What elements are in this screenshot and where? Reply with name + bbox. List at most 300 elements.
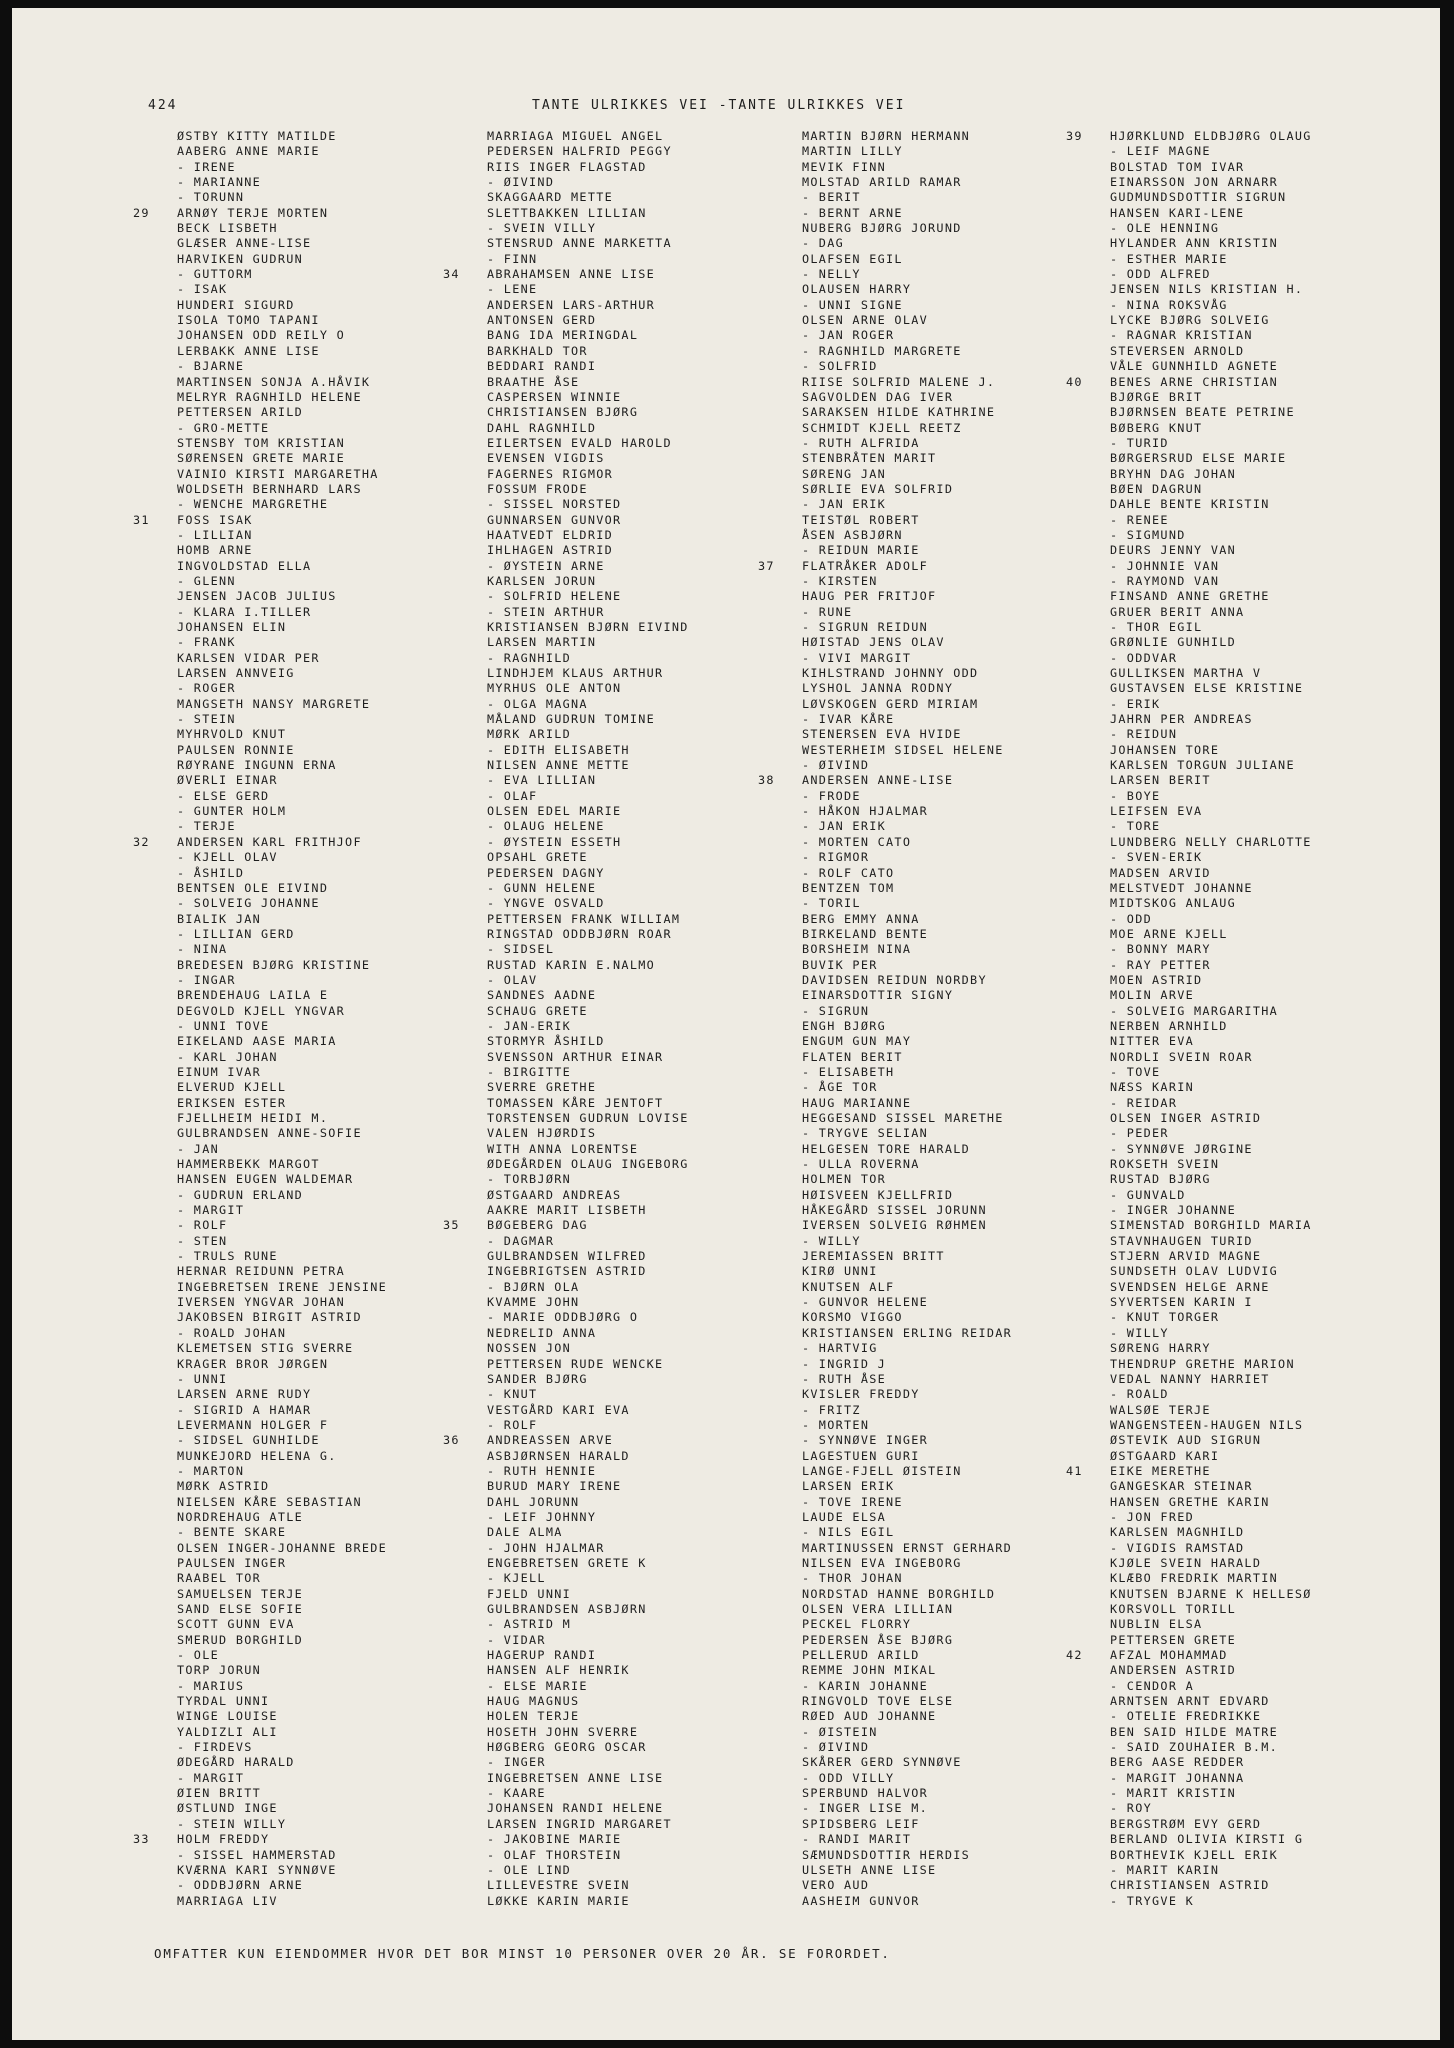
resident-line (802, 1357, 1012, 1372)
resident-name: MADSEN ARVID (1110, 865, 1211, 880)
resident-line (1110, 282, 1312, 297)
resident-line (802, 620, 1012, 635)
resident-name: PEDERSEN DAGNY (487, 865, 605, 880)
resident-line (487, 850, 689, 865)
resident-line (1110, 773, 1312, 788)
resident-line (802, 1602, 1012, 1617)
resident-line (177, 804, 387, 819)
resident-line (487, 789, 689, 804)
resident-line (802, 144, 1012, 159)
resident-line (1110, 1188, 1312, 1203)
household-member-name: - SVEN-ERIK (1110, 850, 1203, 865)
resident-name: MOLSTAD ARILD RAMAR (802, 175, 962, 190)
resident-line (1110, 1433, 1312, 1448)
resident-name: STORMYR ÅSHILD (487, 1034, 605, 1049)
resident-name: GULBRANDSEN ANNE-SOFIE (177, 1126, 362, 1141)
resident-name: HOMB ARNE (177, 543, 253, 558)
resident-line (1110, 160, 1312, 175)
resident-line (487, 1709, 689, 1724)
resident-name: CHRISTIANSEN BJØRG (487, 405, 639, 420)
resident-line (802, 1249, 1012, 1264)
resident-line (802, 1479, 1012, 1494)
resident-line (487, 1863, 689, 1878)
resident-name: BERGSTRØM EVY GERD (1110, 1816, 1262, 1831)
household-member-name: - ELSE MARIE (487, 1678, 588, 1693)
resident-name: KIHLSTRAND JOHNNY ODD (802, 666, 979, 681)
resident-line (487, 697, 689, 712)
resident-line (802, 1203, 1012, 1218)
household-member-name: - KNUT (487, 1387, 538, 1402)
resident-name: JOHANSEN ELIN (177, 620, 287, 634)
resident-line (133, 205, 387, 221)
resident-line (177, 1556, 387, 1571)
resident-line (802, 988, 1012, 1003)
resident-line (177, 1280, 387, 1295)
household-member-name: - SVEIN VILLY (487, 221, 597, 236)
resident-line (1110, 927, 1312, 942)
resident-line (177, 528, 387, 543)
resident-line (177, 727, 387, 742)
resident-name: LYSHOL JANNA RODNY (802, 681, 954, 696)
resident-name: GRØNLIE GUNHILD (1110, 635, 1237, 650)
resident-line (487, 1234, 689, 1249)
resident-line (1110, 1357, 1312, 1372)
resident-line (487, 1786, 689, 1801)
household-member-name: - ODD (1110, 911, 1153, 926)
resident-line (177, 190, 387, 205)
resident-line (177, 1617, 387, 1632)
resident-line (177, 467, 387, 482)
resident-name: JAHRN PER ANDREAS (1110, 712, 1253, 727)
resident-line (177, 620, 387, 635)
resident-line (487, 1310, 689, 1325)
resident-line (177, 390, 387, 405)
resident-line (1110, 1786, 1312, 1801)
resident-line (802, 758, 1012, 773)
resident-line (1110, 1341, 1312, 1356)
resident-name: PAULSEN INGER (177, 1555, 287, 1570)
resident-line (1110, 1111, 1312, 1126)
resident-name: LERBAKK ANNE LISE (177, 343, 320, 358)
resident-line (487, 421, 689, 436)
resident-line (177, 1295, 387, 1310)
resident-name: MYHRVOLD KNUT (177, 727, 287, 742)
resident-name: PETTERSEN FRANK WILLIAM (487, 911, 681, 926)
household-member-name: - JAN ERIK (802, 819, 887, 834)
resident-name: OLSEN VERA LILLIAN (802, 1602, 954, 1616)
resident-name: MARTIN LILLY (802, 144, 903, 159)
resident-line (487, 1571, 689, 1586)
resident-line (802, 1111, 1012, 1126)
resident-name: BENTZEN TOM (802, 880, 895, 895)
household-member-name: - MARGIT (177, 1203, 245, 1218)
resident-line (1110, 697, 1312, 712)
resident-line (487, 804, 689, 819)
resident-line (177, 252, 387, 267)
household-member-name: - ØYSTEIN ESSETH (487, 834, 622, 849)
household-member-name: - INGER JOHANNE (1110, 1203, 1237, 1218)
resident-name: KARLSEN TORGUN JULIANE (1110, 758, 1295, 773)
household-member-name: - RAY PETTER (1110, 957, 1211, 972)
resident-name: ISOLA TOMO TAPANI (177, 313, 320, 328)
resident-name: SØRENG JAN (802, 466, 887, 481)
resident-line (802, 574, 1012, 589)
resident-name: FJELLHEIM HEIDI M. (177, 1111, 329, 1125)
resident-line (133, 1832, 387, 1847)
resident-line (802, 451, 1012, 466)
resident-line (1110, 144, 1312, 159)
resident-line (487, 528, 689, 543)
resident-name: MOLIN ARVE (1110, 988, 1195, 1003)
resident-line (802, 1648, 1012, 1663)
resident-name: DALE ALMA (487, 1525, 563, 1540)
resident-name: BENES ARNE CHRISTIAN (1110, 374, 1279, 389)
resident-line (487, 129, 689, 144)
resident-name: BENTSEN OLE EIVIND (177, 880, 329, 895)
resident-line (487, 467, 689, 482)
household-member-name: - TORE (1110, 819, 1161, 834)
resident-line (177, 175, 387, 190)
resident-line (177, 666, 387, 681)
resident-line (1110, 436, 1312, 451)
resident-line (487, 1848, 689, 1863)
household-member-name: - HÅKON HJALMAR (802, 804, 929, 819)
resident-name: SVERRE GRETHE (487, 1080, 597, 1095)
resident-line (802, 1295, 1012, 1310)
resident-line (1110, 1264, 1312, 1279)
resident-line (177, 359, 387, 374)
resident-line (487, 866, 689, 881)
resident-line (487, 1587, 689, 1602)
resident-line (1110, 1663, 1312, 1678)
resident-line (443, 1218, 689, 1233)
resident-name: BERG EMMY ANNA (802, 911, 920, 926)
household-member-name: - INGRID J (802, 1356, 887, 1371)
household-member-name: - JOHN HJALMAR (487, 1540, 605, 1555)
resident-line (177, 1694, 387, 1709)
resident-name: STENSRUD ANNE MARKETTA (487, 236, 672, 251)
resident-name: MOE ARNE KJELL (1110, 926, 1228, 941)
resident-line (177, 1571, 387, 1586)
resident-line (1110, 1403, 1312, 1418)
resident-name: NILSEN ANNE METTE (487, 758, 630, 773)
resident-line (1110, 451, 1312, 466)
household-member-name: - STEIN ARTHUR (487, 604, 605, 619)
resident-name: SVENDSEN HELGE ARNE (1110, 1279, 1270, 1294)
resident-line (1110, 1310, 1312, 1325)
resident-line (1110, 789, 1312, 804)
resident-line (1110, 482, 1312, 497)
resident-name: VERO AUD (802, 1878, 870, 1893)
resident-line (1110, 666, 1312, 681)
resident-line (487, 973, 689, 988)
resident-name: IVERSEN SOLVEIG RØHMEN (802, 1218, 987, 1233)
resident-name: PAULSEN RONNIE (177, 742, 295, 757)
resident-line (487, 589, 689, 604)
resident-line (177, 1372, 387, 1387)
resident-name: FOSS ISAK (177, 512, 253, 527)
resident-line (1110, 1096, 1312, 1111)
household-member-name: - ODDBJØRN ARNE (177, 1878, 304, 1893)
household-member-name: - GUDRUN ERLAND (177, 1187, 304, 1202)
household-member-name: - SYNNØVE INGER (802, 1433, 929, 1448)
resident-line (177, 743, 387, 758)
resident-line (1110, 1019, 1312, 1034)
resident-line (1110, 1065, 1312, 1080)
resident-name: PETTERSEN ARILD (177, 405, 304, 420)
resident-line (1110, 681, 1312, 696)
house-number: 42 (1066, 1648, 1083, 1663)
resident-line (487, 1096, 689, 1111)
resident-name: NUBLIN ELSA (1110, 1617, 1203, 1632)
resident-line (1110, 819, 1312, 834)
household-member-name: - PEDER (1110, 1126, 1169, 1141)
household-member-name: - SOLVEIG MARGARITHA (1110, 1003, 1279, 1018)
household-member-name: - INGER LISE M. (802, 1801, 929, 1816)
resident-line (802, 421, 1012, 436)
resident-line (802, 1863, 1012, 1878)
resident-line (802, 866, 1012, 881)
resident-line (802, 1264, 1012, 1279)
resident-line (1110, 405, 1312, 420)
resident-line (1110, 390, 1312, 405)
resident-name: BERG AASE REDDER (1110, 1755, 1245, 1770)
household-member-name: - TORBJØRN (487, 1172, 572, 1187)
resident-name: SIMENSTAD BORGHILD MARIA (1110, 1218, 1312, 1233)
resident-name: JOHANSEN TORE (1110, 742, 1220, 757)
resident-name: IHLHAGEN ASTRID (487, 543, 614, 558)
resident-line (802, 497, 1012, 512)
resident-line (177, 1310, 387, 1325)
resident-name: ANDERSEN ASTRID (1110, 1663, 1237, 1678)
resident-line (487, 881, 689, 896)
resident-line (802, 1817, 1012, 1832)
resident-line (802, 405, 1012, 420)
resident-name: KLEMETSEN STIG SVERRE (177, 1341, 354, 1356)
resident-line (802, 1449, 1012, 1464)
resident-line (487, 482, 689, 497)
resident-line (177, 1771, 387, 1786)
resident-line (1066, 129, 1312, 144)
resident-line (1110, 1449, 1312, 1464)
resident-line (177, 497, 387, 512)
resident-line (487, 513, 689, 528)
resident-line (177, 451, 387, 466)
resident-line (487, 1617, 689, 1632)
resident-line (1110, 1894, 1312, 1909)
resident-line (487, 1771, 689, 1786)
resident-line (487, 635, 689, 650)
resident-line (1110, 574, 1312, 589)
household-member-name: - THOR EGIL (1110, 620, 1203, 634)
resident-line (802, 236, 1012, 251)
resident-name: SKÅRER GERD SYNNØVE (802, 1755, 962, 1770)
resident-name: ARNTSEN ARNT EDVARD (1110, 1694, 1270, 1709)
resident-line (487, 1280, 689, 1295)
resident-line (1110, 651, 1312, 666)
resident-line (802, 543, 1012, 558)
household-member-name: - MARIUS (177, 1678, 245, 1693)
resident-line (802, 221, 1012, 236)
house-number: 32 (133, 834, 150, 849)
resident-name: ANTONSEN GERD (487, 313, 597, 328)
resident-name: SANDER BJØRG (487, 1371, 588, 1386)
resident-line (802, 1126, 1012, 1141)
resident-line (177, 1541, 387, 1556)
resident-name: SAGVOLDEN DAG IVER (802, 389, 954, 404)
resident-line (802, 129, 1012, 144)
household-member-name: - MARIT KRISTIN (1110, 1786, 1237, 1801)
resident-line (487, 175, 689, 190)
resident-name: HOSETH JOHN SVERRE (487, 1724, 639, 1739)
household-member-name: - STEN (177, 1233, 228, 1248)
household-member-name: - UNNI (177, 1371, 228, 1386)
resident-name: BRYHN DAG JOHAN (1110, 466, 1237, 481)
resident-name: OPSAHL GRETE (487, 850, 588, 865)
resident-name: BREDESEN BJØRG KRISTINE (177, 957, 371, 972)
resident-name: HØGBERG GEORG OSCAR (487, 1740, 647, 1755)
resident-name: INGVOLDSTAD ELLA (177, 558, 312, 573)
resident-line (487, 942, 689, 957)
resident-name: NOSSEN JON (487, 1341, 572, 1356)
house-number: 34 (443, 267, 460, 282)
household-member-name: - RUTH ÅSE (802, 1371, 887, 1386)
household-member-name: - BJØRN OLA (487, 1279, 580, 1294)
resident-line (1110, 1495, 1312, 1510)
resident-name: CASPERSEN WINNIE (487, 389, 622, 404)
household-member-name: - TOVE (1110, 1064, 1161, 1079)
resident-line (177, 298, 387, 313)
resident-line (1110, 1801, 1312, 1816)
resident-line (802, 1019, 1012, 1034)
resident-name: SANDNES AADNE (487, 988, 597, 1003)
resident-name: FINSAND ANNE GRETHE (1110, 589, 1270, 604)
resident-name: AASHEIM GUNVOR (802, 1893, 920, 1908)
resident-name: MUNKEJORD HELENA G. (177, 1448, 337, 1463)
household-member-name: - KNUT TORGER (1110, 1310, 1220, 1325)
resident-line (177, 1326, 387, 1341)
resident-line (487, 1004, 689, 1019)
resident-line (802, 1587, 1012, 1602)
household-member-name: - KJELL OLAV (177, 850, 278, 865)
household-member-name: - TRYGVE SELIAN (802, 1126, 929, 1141)
resident-line (1110, 896, 1312, 911)
resident-line (177, 1878, 387, 1893)
resident-line (487, 1126, 689, 1141)
resident-line (1110, 1157, 1312, 1172)
resident-line (802, 1694, 1012, 1709)
resident-name: WALSØE TERJE (1110, 1402, 1211, 1417)
household-member-name: - VIDAR (487, 1632, 546, 1647)
resident-line (487, 1648, 689, 1663)
household-member-name: - MARGIT (177, 1770, 245, 1785)
resident-line (802, 850, 1012, 865)
household-member-name: - ODD VILLY (802, 1770, 895, 1785)
resident-line (487, 344, 689, 359)
household-member-name: - STEIN (177, 712, 236, 727)
resident-line (487, 1295, 689, 1310)
household-member-name: - JON FRED (1110, 1509, 1195, 1524)
resident-name: OLSEN ARNE OLAV (802, 313, 929, 328)
resident-name: KVAMME JOHN (487, 1295, 580, 1310)
resident-name: DAHL RAGNHILD (487, 420, 597, 435)
household-member-name: - EVA LILLIAN (487, 773, 597, 788)
resident-line (1110, 543, 1312, 558)
resident-line (802, 1541, 1012, 1556)
resident-name: HAATVEDT ELDRID (487, 527, 614, 542)
resident-line (1110, 958, 1312, 973)
household-member-name: - ROLF (487, 1417, 538, 1432)
resident-line (487, 1157, 689, 1172)
house-number: 33 (133, 1832, 150, 1847)
resident-line (177, 681, 387, 696)
resident-line (177, 328, 387, 343)
resident-line (1110, 1587, 1312, 1602)
resident-line (1110, 1479, 1312, 1494)
resident-line (177, 1234, 387, 1249)
resident-name: VÅLE GUNNHILD AGNETE (1110, 359, 1279, 374)
resident-line (487, 1541, 689, 1556)
resident-line (177, 221, 387, 236)
resident-line (1110, 1172, 1312, 1187)
resident-name: KNUTSEN BJARNE K HELLESØ (1110, 1586, 1312, 1601)
resident-name: ØIEN BRITT (177, 1786, 262, 1801)
resident-line (487, 1694, 689, 1709)
resident-line (802, 1771, 1012, 1786)
resident-line (802, 1403, 1012, 1418)
resident-line (177, 160, 387, 175)
resident-line (487, 543, 689, 558)
resident-name: MØRK ARILD (487, 727, 572, 742)
resident-line (177, 1433, 387, 1448)
resident-line (1110, 1848, 1312, 1863)
resident-line (177, 1863, 387, 1878)
resident-name: NIELSEN KÅRE SEBASTIAN (177, 1494, 362, 1509)
resident-name: SCHMIDT KJELL REETZ (802, 420, 962, 435)
resident-name: HAGERUP RANDI (487, 1648, 597, 1663)
resident-line (802, 1433, 1012, 1448)
resident-line (802, 1725, 1012, 1740)
resident-line (1110, 1878, 1312, 1893)
resident-line (177, 1034, 387, 1049)
resident-name: RAABEL TOR (177, 1571, 262, 1586)
resident-name: ØSTEVIK AUD SIGRUN (1110, 1433, 1262, 1448)
household-member-name: - TORIL (802, 896, 861, 911)
resident-name: ENGH BJØRG (802, 1018, 887, 1033)
resident-line (802, 467, 1012, 482)
resident-line (1110, 589, 1312, 604)
resident-line (1110, 743, 1312, 758)
resident-line (1110, 1602, 1312, 1617)
household-member-name: - FRANK (177, 635, 236, 650)
resident-name: WANGENSTEEN-HAUGEN NILS (1110, 1417, 1304, 1432)
resident-name: KNUTSEN ALF (802, 1279, 895, 1294)
resident-name: RIIS INGER FLAGSTAD (487, 159, 647, 174)
resident-line (177, 773, 387, 788)
resident-name: NILSEN EVA INGEBORG (802, 1555, 962, 1570)
resident-line (1110, 497, 1312, 512)
resident-name: ELVERUD KJELL (177, 1080, 287, 1095)
resident-line (177, 1755, 387, 1770)
resident-name: LØVSKOGEN GERD MIRIAM (802, 696, 979, 711)
household-member-name: - LENE (487, 282, 538, 297)
household-member-name: - JAN ERIK (802, 497, 887, 512)
resident-line (1110, 421, 1312, 436)
resident-name: INGEBRETSEN IRENE JENSINE (177, 1279, 388, 1294)
resident-line (1110, 1571, 1312, 1586)
resident-name: BUVIK PER (802, 957, 878, 972)
house-number: 40 (1066, 374, 1083, 389)
